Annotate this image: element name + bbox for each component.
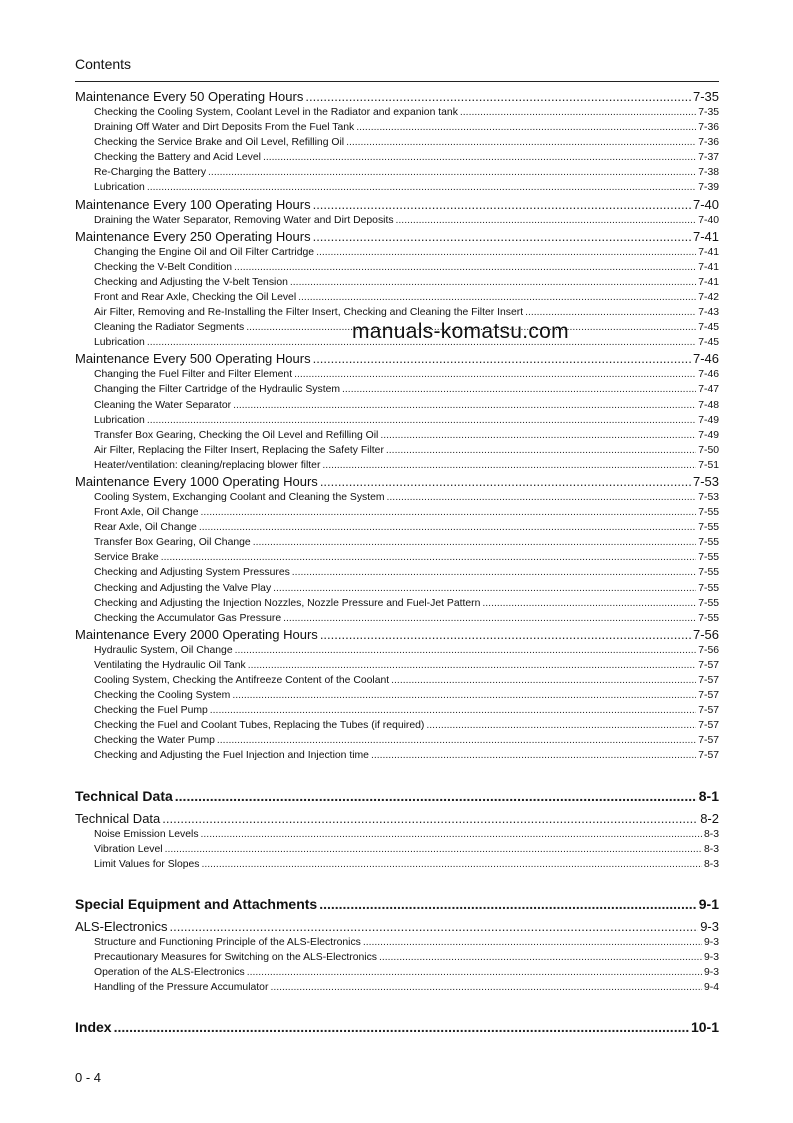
header-rule	[75, 81, 719, 82]
toc-sub-entry[interactable]	[75, 135, 719, 150]
toc-chapter-entry[interactable]	[75, 1017, 719, 1037]
table-of-contents	[75, 88, 719, 1037]
toc-entry-title: Ventilating the Hydraulic Oil Tank	[94, 659, 246, 671]
toc-leader-dots	[294, 367, 696, 382]
toc-entry-page-number: 8-3	[703, 828, 719, 840]
toc-sub-entry[interactable]	[75, 733, 719, 748]
toc-leader-dots	[201, 505, 697, 520]
toc-leader-dots	[525, 305, 696, 320]
toc-entry-title: Special Equipment and Attachments	[75, 895, 318, 912]
toc-entry-title: Cooling System, Exchanging Coolant and Cleaning the System	[94, 491, 385, 503]
toc-entry-page-number: 7-40	[698, 214, 719, 226]
toc-leader-dots	[320, 626, 691, 643]
toc-entry-page-number: 7-45	[698, 322, 719, 334]
toc-entry-title: Heater/ventilation: cleaning/replacing blower filter	[94, 459, 321, 471]
toc-entry-page-number: 9-3	[703, 951, 719, 963]
toc-sub-entry[interactable]	[75, 382, 719, 397]
toc-leader-dots	[175, 786, 697, 806]
toc-sub-entry[interactable]	[75, 581, 719, 596]
toc-sub-entry[interactable]	[75, 398, 719, 413]
toc-leader-dots	[147, 180, 696, 195]
toc-sub-entry[interactable]	[75, 413, 719, 428]
toc-section-entry[interactable]	[75, 88, 719, 105]
toc-entry-title: Checking and Adjusting the V-belt Tension	[94, 276, 288, 288]
toc-entry-title: Front and Rear Axle, Checking the Oil Level	[94, 291, 297, 303]
toc-leader-dots	[210, 703, 696, 718]
toc-sub-entry[interactable]	[75, 305, 719, 320]
toc-leader-dots	[235, 643, 697, 658]
toc-entry-title: Checking the Cooling System, Coolant Level in the Radiator and expanion tank	[94, 107, 458, 118]
toc-entry-title: Operation of the ALS-Electronics	[94, 967, 245, 979]
toc-entry-title: Checking and Adjusting the Fuel Injection and Injection time	[94, 750, 369, 762]
page-number: 0 - 4	[75, 1070, 102, 1085]
toc-leader-dots	[426, 718, 696, 733]
toc-entry-page-number: 9-3	[703, 967, 719, 979]
toc-entry-title: Checking the Fuel and Coolant Tubes, Replacing the Tubes (if required)	[94, 720, 425, 732]
toc-entry-title: Air Filter, Removing and Re-Installing the Filter Insert, Checking and Cleaning the Filter Insert	[94, 307, 524, 319]
toc-entry-title: Cleaning the Water Separator	[94, 399, 232, 411]
toc-sub-entry[interactable]	[75, 611, 719, 626]
toc-entry-title: Hydraulic System, Oil Change	[94, 644, 233, 656]
toc-leader-dots	[247, 965, 702, 980]
toc-entry-page-number: 8-3	[703, 858, 719, 870]
toc-entry-title: Limit Values for Slopes	[94, 858, 200, 870]
toc-entry-page-number: 7-37	[698, 152, 719, 164]
toc-leader-dots	[233, 398, 696, 413]
toc-entry-title: Handling of the Pressure Accumulator	[94, 982, 269, 994]
toc-leader-dots	[292, 565, 696, 580]
toc-entry-title: Checking and Adjusting the Valve Play	[94, 582, 272, 594]
toc-entry-title: Maintenance Every 100 Operating Hours	[75, 196, 311, 212]
toc-leader-dots	[114, 1017, 689, 1037]
toc-entry-page-number: 7-57	[698, 750, 719, 762]
toc-leader-dots	[356, 120, 696, 135]
toc-section-entry[interactable]	[75, 918, 719, 935]
toc-entry-page-number: 7-50	[698, 444, 719, 456]
toc-spacer	[75, 872, 719, 894]
toc-spacer	[75, 995, 719, 1017]
toc-entry-page-number: 7-49	[698, 414, 719, 426]
toc-sub-entry[interactable]	[75, 842, 719, 857]
toc-entry-title: Index	[75, 1019, 112, 1036]
toc-leader-dots	[346, 135, 696, 150]
toc-entry-page-number: 7-53	[698, 491, 719, 503]
toc-entry-title: Maintenance Every 1000 Operating Hours	[75, 473, 318, 489]
toc-chapter-entry[interactable]	[75, 786, 719, 806]
toc-sub-entry[interactable]	[75, 596, 719, 611]
toc-entry-title: Checking the V-Belt Condition	[94, 261, 233, 273]
toc-entry-title: Checking the Service Brake and Oil Level, Refilling Oil	[94, 137, 345, 149]
toc-entry-title: Draining the Water Separator, Removing Water and Dirt Deposits	[94, 214, 394, 226]
toc-sub-entry[interactable]	[75, 658, 719, 673]
toc-sub-entry[interactable]	[75, 290, 719, 305]
toc-entry-page-number: 7-57	[698, 675, 719, 686]
toc-entry-page-number: 8-1	[698, 787, 719, 804]
toc-sub-entry[interactable]	[75, 180, 719, 195]
toc-sub-entry[interactable]	[75, 245, 719, 260]
toc-sub-entry[interactable]	[75, 748, 719, 763]
toc-sub-entry[interactable]	[75, 260, 719, 275]
toc-entry-title: Structure and Functioning Principle of the ALS-Electronics	[94, 936, 361, 948]
toc-entry-page-number: 7-57	[698, 659, 719, 671]
toc-entry-page-number: 7-55	[698, 597, 719, 609]
toc-section-entry[interactable]	[75, 196, 719, 213]
toc-sub-entry[interactable]	[75, 520, 719, 535]
toc-entry-title: Air Filter, Replacing the Filter Insert, Replacing the Safety Filter	[94, 444, 384, 456]
toc-entry-title: Technical Data	[75, 787, 173, 804]
toc-entry-title: Rear Axle, Oil Change	[94, 522, 197, 534]
toc-entry-title: Maintenance Every 50 Operating Hours	[75, 89, 304, 104]
toc-leader-dots	[248, 658, 696, 673]
toc-sub-entry[interactable]	[75, 827, 719, 842]
toc-sub-entry[interactable]	[75, 367, 719, 382]
toc-leader-dots	[201, 827, 702, 842]
toc-entry-page-number: 7-49	[698, 429, 719, 441]
toc-entry-title: Transfer Box Gearing, Oil Change	[94, 537, 251, 549]
toc-entry-page-number: 7-40	[692, 196, 719, 212]
toc-leader-dots	[313, 350, 691, 367]
toc-entry-page-number: 9-4	[703, 982, 719, 994]
toc-entry-title: ALS-Electronics	[75, 918, 168, 934]
toc-leader-dots	[482, 596, 696, 611]
toc-sub-entry[interactable]	[75, 980, 719, 995]
toc-entry-page-number: 9-1	[698, 895, 719, 912]
toc-leader-dots	[313, 196, 691, 213]
toc-entry-title: Technical Data	[75, 810, 161, 826]
toc-entry-page-number: 7-57	[698, 720, 719, 732]
toc-entry-title: Transfer Box Gearing, Checking the Oil Level and Refilling Oil	[94, 429, 379, 441]
toc-sub-entry[interactable]	[75, 535, 719, 550]
toc-sub-entry[interactable]	[75, 643, 719, 658]
toc-entry-page-number: 7-57	[698, 690, 719, 702]
toc-leader-dots	[371, 748, 696, 763]
toc-entry-title: Draining Off Water and Dirt Deposits From the Fuel Tank	[94, 122, 355, 134]
toc-entry-page-number: 7-45	[698, 337, 719, 349]
toc-sub-entry[interactable]	[75, 165, 719, 180]
toc-spacer	[75, 764, 719, 786]
toc-entry-title: Lubrication	[94, 182, 145, 194]
toc-sub-entry[interactable]	[75, 718, 719, 733]
toc-entry-page-number: 7-55	[698, 522, 719, 534]
toc-entry-title: Service Brake	[94, 552, 159, 564]
toc-entry-page-number: 7-35	[698, 107, 719, 118]
toc-entry-page-number: 7-47	[698, 384, 719, 396]
toc-leader-dots	[147, 413, 696, 428]
toc-entry-page-number: 7-55	[698, 612, 719, 624]
toc-leader-dots	[208, 165, 696, 180]
toc-entry-title: Lubrication	[94, 414, 145, 426]
toc-entry-page-number: 7-48	[698, 399, 719, 411]
toc-sub-entry[interactable]	[75, 213, 719, 228]
toc-leader-dots	[283, 611, 696, 626]
toc-entry-page-number: 10-1	[690, 1019, 719, 1036]
toc-entry-page-number: 7-41	[698, 246, 719, 258]
toc-section-entry[interactable]	[75, 626, 719, 643]
toc-leader-dots	[391, 673, 696, 688]
toc-section-entry[interactable]	[75, 473, 719, 490]
toc-entry-page-number: 7-53	[692, 473, 719, 489]
toc-section-entry[interactable]	[75, 228, 719, 245]
toc-leader-dots	[322, 458, 696, 473]
toc-leader-dots	[313, 228, 691, 245]
toc-sub-entry[interactable]	[75, 565, 719, 580]
toc-leader-dots	[316, 245, 696, 260]
toc-entry-page-number: 7-36	[698, 122, 719, 134]
toc-entry-page-number: 9-3	[703, 936, 719, 948]
toc-entry-page-number: 7-55	[698, 507, 719, 519]
toc-entry-page-number: 7-56	[698, 644, 719, 656]
toc-leader-dots	[253, 535, 697, 550]
toc-leader-dots	[273, 581, 696, 596]
toc-sub-entry[interactable]	[75, 950, 719, 965]
toc-sub-entry[interactable]	[75, 505, 719, 520]
toc-sub-entry[interactable]	[75, 443, 719, 458]
toc-entry-page-number: 7-41	[698, 261, 719, 273]
toc-sub-entry[interactable]	[75, 935, 719, 950]
toc-sub-entry[interactable]	[75, 150, 719, 165]
toc-entry-page-number: 7-35	[692, 89, 719, 104]
toc-sub-entry[interactable]	[75, 120, 719, 135]
toc-entry-page-number: 7-41	[698, 276, 719, 288]
toc-entry-page-number: 7-55	[698, 567, 719, 579]
toc-entry-page-number: 7-42	[698, 291, 719, 303]
toc-sub-entry[interactable]	[75, 550, 719, 565]
toc-entry-page-number: 7-51	[698, 459, 719, 471]
toc-entry-page-number: 7-46	[692, 351, 719, 367]
toc-sub-entry[interactable]	[75, 857, 719, 872]
toc-entry-page-number: 9-3	[700, 918, 719, 934]
toc-entry-title: Precautionary Measures for Switching on the ALS-Electronics	[94, 951, 377, 963]
toc-entry-title: Cleaning the Radiator Segments	[94, 322, 245, 334]
toc-leader-dots	[162, 810, 698, 827]
toc-sub-entry[interactable]	[75, 428, 719, 443]
toc-sub-entry[interactable]	[75, 965, 719, 980]
toc-entry-title: Re-Charging the Battery	[94, 167, 207, 179]
toc-leader-dots	[396, 213, 697, 228]
toc-entry-title: Maintenance Every 2000 Operating Hours	[75, 626, 318, 642]
toc-entry-title: Noise Emission Levels	[94, 828, 199, 840]
toc-entry-page-number: 7-46	[698, 369, 719, 381]
toc-chapter-entry[interactable]	[75, 894, 719, 914]
toc-sub-entry[interactable]	[75, 673, 719, 688]
toc-entry-title: Cooling System, Checking the Antifreeze Content of the Coolant	[94, 675, 390, 686]
toc-leader-dots	[342, 382, 696, 397]
toc-leader-dots	[202, 857, 702, 872]
toc-leader-dots	[387, 490, 697, 505]
toc-sub-entry[interactable]	[75, 458, 719, 473]
toc-leader-dots	[270, 980, 702, 995]
page-header-title: Contents	[75, 56, 132, 72]
toc-entry-page-number: 7-41	[692, 228, 719, 244]
toc-entry-title: Changing the Filter Cartridge of the Hydraulic System	[94, 384, 341, 396]
toc-entry-title: Lubrication	[94, 337, 145, 349]
toc-leader-dots	[199, 520, 696, 535]
toc-entry-page-number: 7-43	[698, 307, 719, 319]
toc-leader-dots	[379, 950, 702, 965]
toc-leader-dots	[263, 150, 696, 165]
toc-leader-dots	[298, 290, 696, 305]
toc-entry-page-number: 7-55	[698, 552, 719, 564]
toc-sub-entry[interactable]	[75, 275, 719, 290]
toc-entry-title: Maintenance Every 250 Operating Hours	[75, 228, 311, 244]
toc-entry-title: Changing the Engine Oil and Oil Filter Cartridge	[94, 246, 315, 258]
toc-leader-dots	[217, 733, 696, 748]
toc-entry-title: Checking and Adjusting the Injection Nozzles, Nozzle Pressure and Fuel-Jet Pattern	[94, 597, 481, 609]
toc-sub-entry[interactable]	[75, 688, 719, 703]
toc-entry-page-number: 8-3	[703, 843, 719, 855]
toc-entry-page-number: 7-57	[698, 735, 719, 747]
toc-entry-title: Checking the Fuel Pump	[94, 705, 208, 717]
toc-entry-title: Checking the Water Pump	[94, 735, 215, 747]
toc-entry-title: Checking the Accumulator Gas Pressure	[94, 612, 282, 624]
toc-leader-dots	[320, 473, 691, 490]
toc-entry-page-number: 7-55	[698, 537, 719, 549]
toc-leader-dots	[380, 428, 696, 443]
toc-entry-page-number: 7-57	[698, 705, 719, 717]
toc-entry-title: Checking the Cooling System	[94, 690, 231, 702]
toc-leader-dots	[161, 550, 697, 565]
toc-leader-dots	[363, 935, 702, 950]
toc-entry-page-number: 7-38	[698, 167, 719, 179]
toc-entry-page-number: 7-55	[698, 582, 719, 594]
toc-entry-title: Front Axle, Oil Change	[94, 507, 199, 519]
toc-section-entry[interactable]	[75, 810, 719, 827]
toc-leader-dots	[386, 443, 696, 458]
toc-leader-dots	[319, 894, 697, 914]
toc-entry-page-number: 8-2	[700, 810, 719, 826]
toc-entry-page-number: 7-56	[692, 626, 719, 642]
toc-entry-title: Maintenance Every 500 Operating Hours	[75, 351, 311, 367]
watermark-text: manuals-komatsu.com	[352, 320, 569, 343]
toc-entry-title: Changing the Fuel Filter and Filter Element	[94, 369, 293, 381]
toc-leader-dots	[234, 260, 696, 275]
toc-entry-title: Vibration Level	[94, 843, 163, 855]
toc-entry-title: Checking and Adjusting System Pressures	[94, 567, 290, 579]
toc-leader-dots	[305, 88, 691, 105]
toc-entry-page-number: 7-36	[698, 137, 719, 149]
toc-sub-entry[interactable]	[75, 105, 719, 120]
toc-sub-entry[interactable]	[75, 490, 719, 505]
toc-leader-dots	[460, 105, 696, 120]
toc-leader-dots	[290, 275, 696, 290]
toc-entry-title: Checking the Battery and Acid Level	[94, 152, 261, 164]
toc-leader-dots	[232, 688, 696, 703]
toc-entry-page-number: 7-39	[698, 182, 719, 194]
toc-leader-dots	[165, 842, 702, 857]
toc-section-entry[interactable]	[75, 350, 719, 367]
toc-sub-entry[interactable]	[75, 703, 719, 718]
toc-leader-dots	[169, 918, 698, 935]
